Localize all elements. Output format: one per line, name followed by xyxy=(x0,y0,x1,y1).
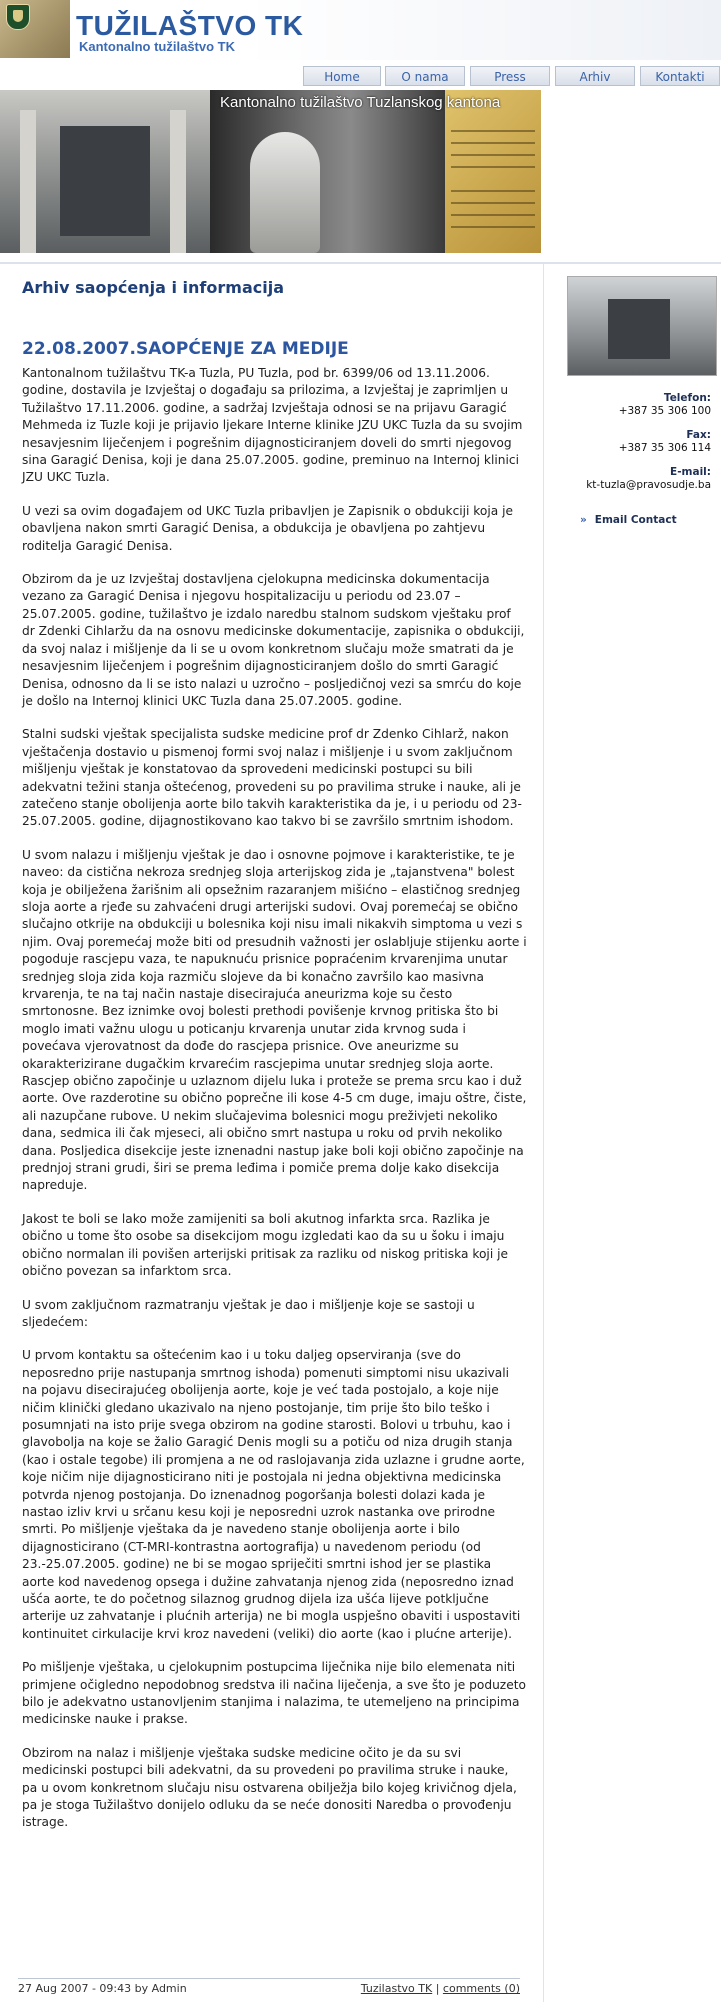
phone-label: Telefon: xyxy=(663,392,711,404)
article-paragraph: Jakost te boli se lako može zamijeniti sa boli akutnog infarkta srca. Razlika je obično u tome što osobe sa disekcijom mogu izgledati kao da su u šoku i imaju obično normalan ili povišen arterijski pritisak za razliku od niskog pritiska koji je obično povezan sa infarktom srca. xyxy=(22,1211,508,1279)
article-paragraph: Stalni sudski vještak specijalista sudske medicine prof dr Zdenko Cihlarž, nakon vještačenja dostavio u pismenoj formi svoj nalaz i mišljenje i u svom zaključnom mišljenju vještak je konstatovao da sprovedeni medicinski postupci su bili adekvatni težini stanja oštećenog, provedeni su po pravilima struke i nauke, ali je zatečeno stanje obolijenja aorte bilo takvih karakteristika da je, i u periodu od 23-25.07.2005. godine, dijagnostikovano kao takvo bi se završilo smrtnim ishodom. xyxy=(22,727,522,829)
article-paragraph: Obzirom da je uz Izvještaj dostavljena cjelokupna medicinska dokumentacija vezano za Garagić Denisa i njegovu hospitalizaciju u periodu od 23.07 – 25.07.2005. godine, tužilaštvo je izdalo naredbu stalnom sudskom vještaku prof dr Zdenki Cihlaržu da na osnovu medicinske dokumentacije, zapisnika o obdukciji, da svoj nalaz i mišljenje da li se u ovom konkretnom slučaju može smatrati da je nesavjesnim liječenjem i pogrešnim dijagnosticiranjem došlo do smrti Garagić Denisa, odnosno da li se isto nalazi u uzročno – posljedičnoj vezi sa smrću do koje je došlo na Internoj klinici UKC Tuzla dana 25.07.2005. godine. xyxy=(22,572,525,708)
double-chevron-right-icon: » xyxy=(580,514,587,526)
nav-home[interactable]: Home xyxy=(303,66,381,86)
site-title[interactable]: TUŽILAŠTVO TK xyxy=(76,10,304,41)
banner-photo-building xyxy=(0,90,210,253)
comments-link[interactable]: comments (0) xyxy=(442,1982,520,1995)
fax-value: +387 35 306 114 xyxy=(618,442,711,454)
post-meta: 27 Aug 2007 - 09:43 by Admin xyxy=(18,1982,187,1995)
email-contact-label: Email Contact xyxy=(594,514,677,526)
separator: | xyxy=(435,1982,440,1995)
article-footer xyxy=(18,1978,520,1997)
category-link[interactable]: Tuzilastvo TK xyxy=(360,1982,433,1995)
sidebar-photo xyxy=(567,276,717,376)
fax-label: Fax: xyxy=(686,429,711,441)
nav-arhiv[interactable]: Arhiv xyxy=(555,66,635,86)
logo[interactable] xyxy=(0,0,70,58)
site-subtitle: Kantonalno tužilaštvo TK xyxy=(79,39,235,54)
header xyxy=(0,0,721,62)
section-title: Arhiv saopćenja i informacija xyxy=(22,278,284,297)
article-paragraph: Obzirom na nalaz i mišljenje vještaka sudske medicine očito je da su svi medicinski postupci bili adekvatni, da su provedeni po pravilima struke i nauke, pa u ovom konkretnom slučaju nisu ostvarena obilježja bilo kojeg krivičnog djela, pa je stoga Tužilaštvo donijelo odluku da se neće donositi Naredba o provođenju istrage. xyxy=(22,1745,517,1830)
article-paragraph: Kantonalnom tužilaštvu TK-a Tuzla, PU Tuzla, pod br. 6399/06 od 13.11.2006. godine, dostavila je Izvještaj o događaju sa prilozima, a Izvještaj je zaprimljen u Tužilaštvo 17.11.2006. godine, a sadržaj Izvještaja odnosi se na prijavu Garagić Mehmeda iz Tuzle koji je prijavio ljekare Interne klinike JZU UKC Tuzla da su svojim nesavjesnim liječenjem i pogrešnim dijagnosticiranjem doveli do smrti njegovog sina Garagić Denisa, koji je dana 25.07.2005. godine, preminuo na Internoj klinici JZU UKC Tuzla. xyxy=(22,366,523,485)
article-paragraph: U vezi sa ovim događajem od UKC Tuzla pribavljen je Zapisnik o obdukciji koja je obavljena nakon smrti Garagić Denisa, a obdukcija je obavljena po zahtjevu roditelja Garagić Denisa. xyxy=(22,503,514,553)
article-title: 22.08.2007.SAOPĆENJE ZA MEDIJE xyxy=(22,339,349,359)
coat-of-arms-icon xyxy=(6,4,30,30)
footer-links xyxy=(361,1982,520,1995)
email-label: E-mail: xyxy=(670,466,711,478)
email-contact-link[interactable] xyxy=(580,514,677,526)
article-paragraph: U svom zaključnom razmatranju vještak je dao i mišljenje koje se sastoji u sljedećem: xyxy=(22,1297,475,1329)
banner-photo-statue xyxy=(210,90,445,253)
sidebar-divider xyxy=(543,264,544,2002)
email-value[interactable]: kt-tuzla@pravosudje.ba xyxy=(586,479,711,491)
header-divider xyxy=(0,262,721,264)
nav-o-nama[interactable]: O nama xyxy=(385,66,465,86)
banner-caption: Kantonalno tužilaštvo Tuzlanskog kantona xyxy=(220,94,501,111)
phone-value: +387 35 306 100 xyxy=(618,405,711,417)
banner xyxy=(0,90,721,253)
nav-kontakti[interactable]: Kontakti xyxy=(640,66,720,86)
article-paragraph: U svom nalazu i mišljenju vještak je dao i osnovne pojmove i karakteristike, te je naveo: da cistična nekroza srednjeg sloja arterijskog zida je „tajanstvena" bolest koja je obilježena žarišnim ali opsežnim razaranjem mišićno – elastičnog srednjeg sloja aorte a rjeđe su zahvaćeni drugi arterijski sudovi. Ovaj poremećaj se obično slučajno otkrije na obdukciji u bolesnika koji nisu imali nikakvih simptoma u vezi s njim. Ovaj poremećaj može biti od presudnih važnosti jer oslabljuje stijenku aorte i pogoduje rascjepu vaza, te napuknuću prisnice popraćenim krvarenjima unutar srednjeg sloja zida koja razmiču slojeve da bi konačno završilo kao masivna krvarenja, te na taj način nastaje disecirajuća aneurizma koje su često smrtonosne. Bez iznimke ovoj bolesti prethodi povišenje krvnog pritiska što bi moglo imati važnu ulogu u poticanju krvarenja unutar zida krvnog suda i povećava vjerovatnost da dođe do rascjepa prisnice. Ove aneurizme su okarakterizirane dugačkim krvarećim rascjepima unutar srednjeg sloja aorte. Rascjep obično započinje u uzlaznom dijelu luka i proteže se prema srcu kao i duž aorte. Ove razderotine su obično poprečne ili kose 4-5 cm duge, imaju oštre, čiste, ali nazupčane rubove. U nekim slučajevima bolesnici mogu preživjeti nekoliko dana, sedmica ili čak mjeseci, ali obično smrt nastupa u roku od prvih nekoliko dana. Posljedica disekcije jeste iznenadni nastup jake boli koji obično započinje na prednjoj strani grudi, širi se prema leđima i pomiče prema dolje kako disekcija napreduje. xyxy=(22,847,527,1193)
main-content xyxy=(22,278,527,1848)
banner-photo-plaque xyxy=(445,90,541,253)
header-background xyxy=(245,0,721,60)
nav-press[interactable]: Press xyxy=(470,66,550,86)
article-paragraph: U prvom kontaktu sa oštećenim kao i u toku daljeg opserviranja (sve do neposredno prije nastupanja smrtnog ishoda) pomenuti simptomi nisu ukazivali na pojavu disecirajućeg obolijenja aorte, koje je već tada postojalo, a koje nije ničim klinički gledano ukazivalo na njeno postojanje, tim prije što bilo teško i posumnjati na isto prije svega obzirom na godine starosti. Bolovi u trbuhu, kao i glavobolja na koje se žalio Garagić Denis mogli su a potiču od niza drugih stanja (kao i ostale tegobe) ili promjena a ne od raslojavanja zida uzlazne i grudne aorte, koje ničim nije dijagnosticirano niti je postojala ni jedna objektivna medicinska potvrda njenog postojanja. Do iznenadnog pogoršanja bolesti dolazi kada je nastao izliv krvi u srčanu kesu koji je neposredni uzrok nastanka ove prirodne smrti. Po mišljenje vještaka da je navedeno stanje obolijenja aorte i bilo dijagnosticirano (CT-MRI-kontrastna aortografija) u navedenom periodu (od 23.-25.07.2005. godine) ne bi se mogao spriječiti smrtni ishod jer se plastika aorte kod navedenog opsega i dužine zahvatanja njenog zida (neposredno iznad ušća aorte, te do početnog silaznog grudnog dijela iza ušća lijeve potključne arterije uz zahvatanje i plućnih arterija) ne bi mogla uspješno obaviti i uspostaviti kontinuitet cirkulacije krvi kroz navedeni (veliki) dio aorte (kao i plućne arterije). xyxy=(22,1348,525,1641)
article-paragraph: Po mišljenje vještaka, u cjelokupnim postupcima liječnika nije bilo elemenata niti primjene očigledno nepodobnog sredstva ili načina liječenja, a sve što je poduzeto bilo je adekvatno ustanovljenim stanjima i nalazima, te utemeljeno na principima medicinske nauke i prakse. xyxy=(22,1660,526,1727)
